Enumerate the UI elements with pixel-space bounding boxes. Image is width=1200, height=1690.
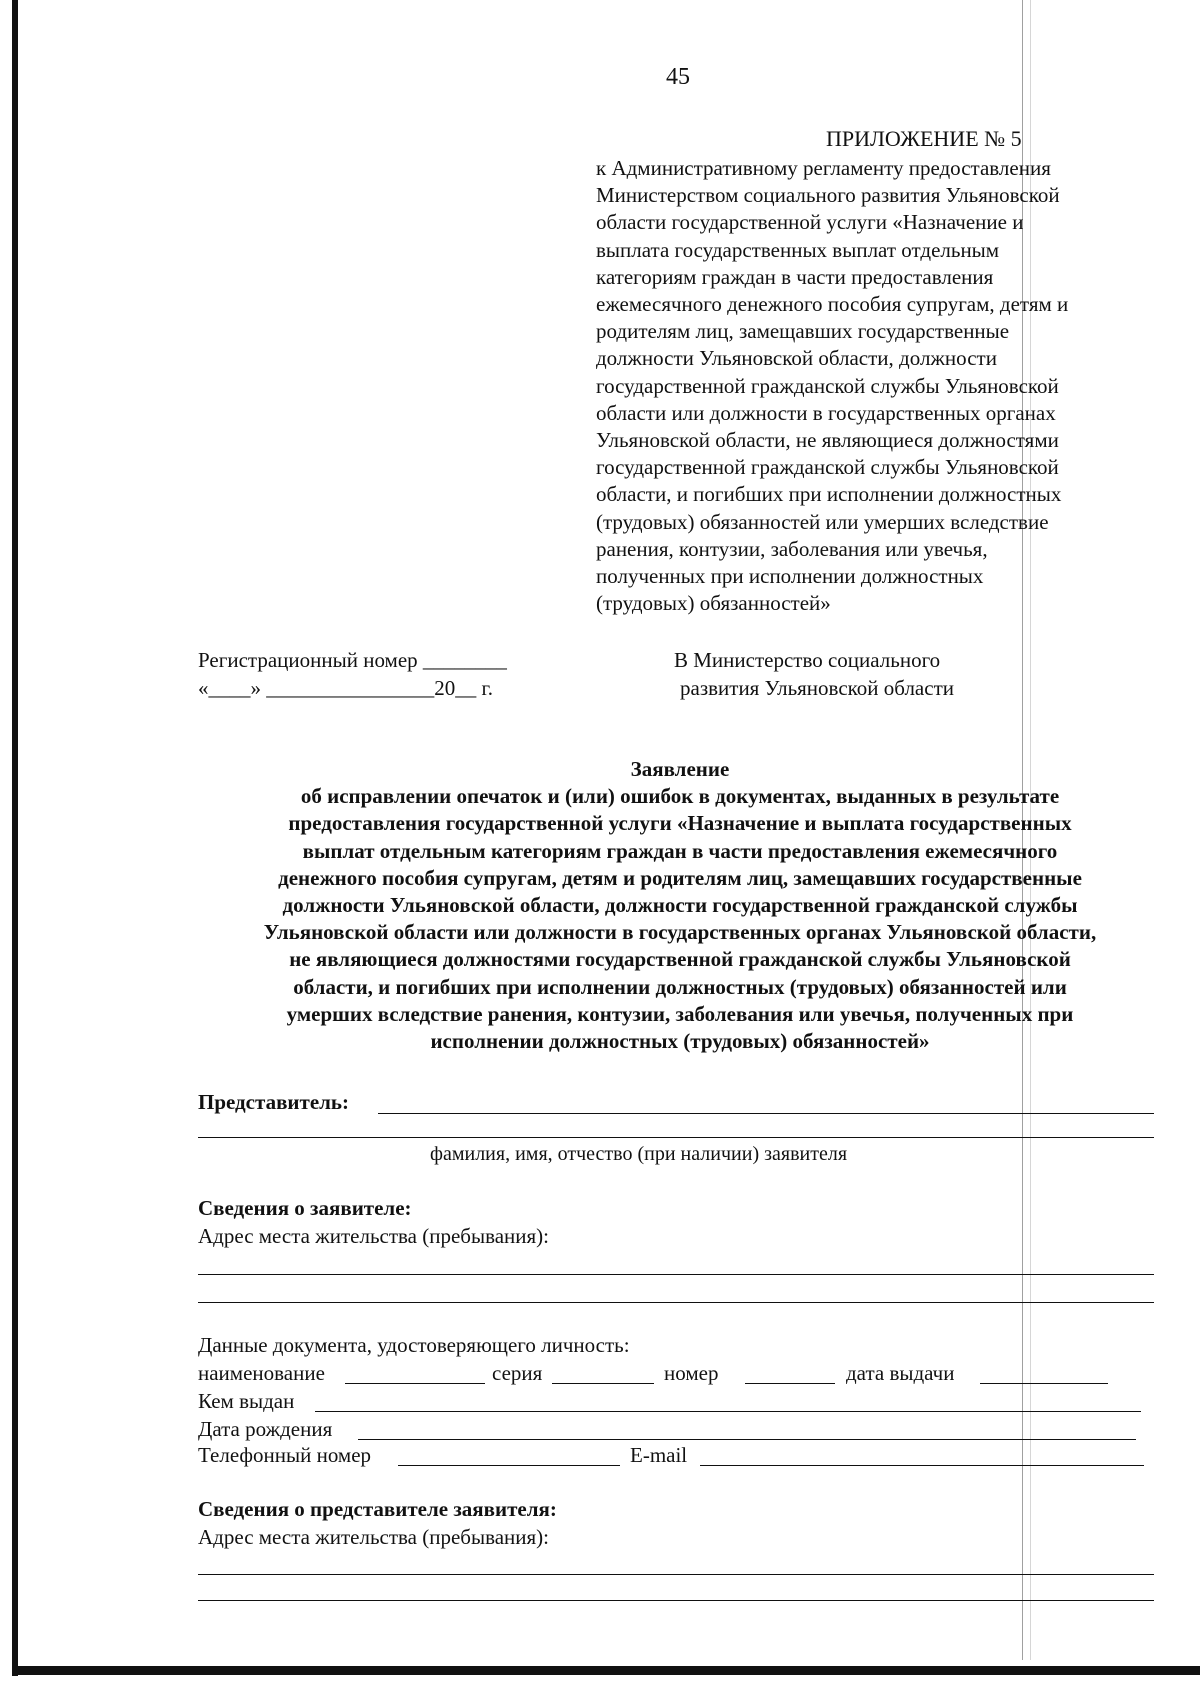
appendix-title: ПРИЛОЖЕНИЕ № 5: [826, 126, 1022, 151]
representative-address-line-2[interactable]: [198, 1600, 1154, 1601]
appendix-line: Министерством социального развития Ульяновской: [596, 183, 1060, 208]
id-issue-date-input-line[interactable]: [980, 1383, 1108, 1384]
id-series-label: серия: [492, 1361, 543, 1385]
statement-line: не являющиеся должностями государственной гражданской службы Ульяновской: [289, 947, 1071, 972]
statement-line: исполнении должностных (трудовых) обязанностей»: [430, 1029, 930, 1054]
phone-label: Телефонный номер: [198, 1443, 372, 1467]
phone-input-line[interactable]: [398, 1465, 620, 1466]
appendix-line: государственной гражданской службы Ульяновской: [596, 455, 1059, 480]
statement-line: выплат отдельным категориям граждан в части предоставления ежемесячного: [302, 838, 1058, 863]
id-name-input-line[interactable]: [345, 1383, 485, 1384]
registration-date-field[interactable]: «____» ________________20__ г.: [198, 676, 493, 700]
birth-date-label: Дата рождения: [198, 1417, 333, 1441]
appendix-line: категориям граждан в части предоставления: [596, 264, 994, 289]
email-label: E-mail: [630, 1443, 688, 1467]
applicant-heading: Сведения о заявителе:: [198, 1196, 412, 1220]
id-number-input-line[interactable]: [745, 1383, 835, 1384]
appendix-line: Ульяновской области, не являющиеся должностями: [596, 428, 1059, 453]
statement-line: Ульяновской области или должности в государственных органах Ульяновской области,: [263, 920, 1097, 945]
statement-line: умерших вследствие ранения, контузии, заболевания или увечья, полученных при: [286, 1001, 1074, 1026]
applicant-address-line-1[interactable]: [198, 1274, 1154, 1275]
appendix-line: области или должности в государственных органах: [596, 400, 1056, 425]
statement-line: предоставления государственной услуги «Назначение и выплата государственных: [288, 811, 1072, 836]
applicant-address-label: Адрес места жительства (пребывания):: [198, 1224, 550, 1248]
appendix-line: государственной гражданской службы Ульяновской: [596, 373, 1059, 398]
name-caption: фамилия, имя, отчество (при наличии) заявителя: [430, 1143, 848, 1165]
id-document-label: Данные документа, удостоверяющего личность:: [198, 1333, 630, 1357]
appendix-line: к Административному регламенту предоставления: [596, 156, 1051, 180]
representative-address-label: Адрес места жительства (пребывания):: [198, 1525, 550, 1549]
email-input-line[interactable]: [700, 1465, 1144, 1466]
appendix-line: (трудовых) обязанностей»: [596, 591, 831, 616]
appendix-line: родителям лиц, замещавших государственные: [596, 319, 1010, 344]
statement-line: должности Ульяновской области, должности государственной гражданской службы: [282, 893, 1078, 918]
page-border-left: [12, 0, 18, 1676]
appendix-line: области, и погибших при исполнении должностных: [596, 482, 1062, 507]
id-issue-date-label: дата выдачи: [846, 1361, 955, 1385]
appendix-line: ежемесячного денежного пособия супругам, детям и: [596, 292, 1069, 317]
appendix-description: [596, 155, 1156, 617]
appendix-line: (трудовых) обязанностей или умерших вследствие: [596, 509, 1049, 534]
statement-heading: Заявление: [630, 757, 730, 781]
statement-title: [200, 756, 1160, 1055]
birth-date-input-line[interactable]: [358, 1439, 1136, 1440]
appendix-line: должности Ульяновской области, должности: [596, 346, 997, 371]
id-series-input-line[interactable]: [552, 1383, 654, 1384]
page-number: 45: [666, 64, 690, 90]
statement-line: денежного пособия супругам, детям и родителям лиц, замещавших государственные: [278, 865, 1082, 890]
appendix-line: выплата государственных выплат отдельным: [596, 237, 1000, 262]
id-number-label: номер: [664, 1361, 719, 1385]
representative-input-line-2[interactable]: [198, 1137, 1154, 1138]
representative-input-line[interactable]: [378, 1113, 1154, 1114]
representative-address-line-1[interactable]: [198, 1574, 1154, 1575]
appendix-line: полученных при исполнении должностных: [596, 564, 984, 589]
representative-label: Представитель:: [198, 1090, 350, 1114]
appendix-line: ранения, контузии, заболевания или увечья,: [596, 536, 988, 561]
id-name-label: наименование: [198, 1361, 325, 1385]
statement-line: области, и погибших при исполнении должностных (трудовых) обязанностей или: [293, 974, 1067, 999]
appendix-line: области государственной услуги «Назначение и: [596, 210, 1024, 235]
statement-line: об исправлении опечаток и (или) ошибок в документах, выданных в результате: [300, 784, 1060, 809]
registration-number-field[interactable]: Регистрационный номер ________: [198, 648, 507, 672]
page-border-bottom: [12, 1666, 1200, 1675]
recipient-line-1: В Министерство социального: [674, 648, 941, 672]
issued-by-input-line[interactable]: [315, 1411, 1141, 1412]
applicant-address-line-2[interactable]: [198, 1302, 1154, 1303]
recipient-line-2: развития Ульяновской области: [680, 676, 954, 700]
representative-info-heading: Сведения о представителе заявителя:: [198, 1497, 557, 1521]
issued-by-label: Кем выдан: [198, 1389, 295, 1413]
